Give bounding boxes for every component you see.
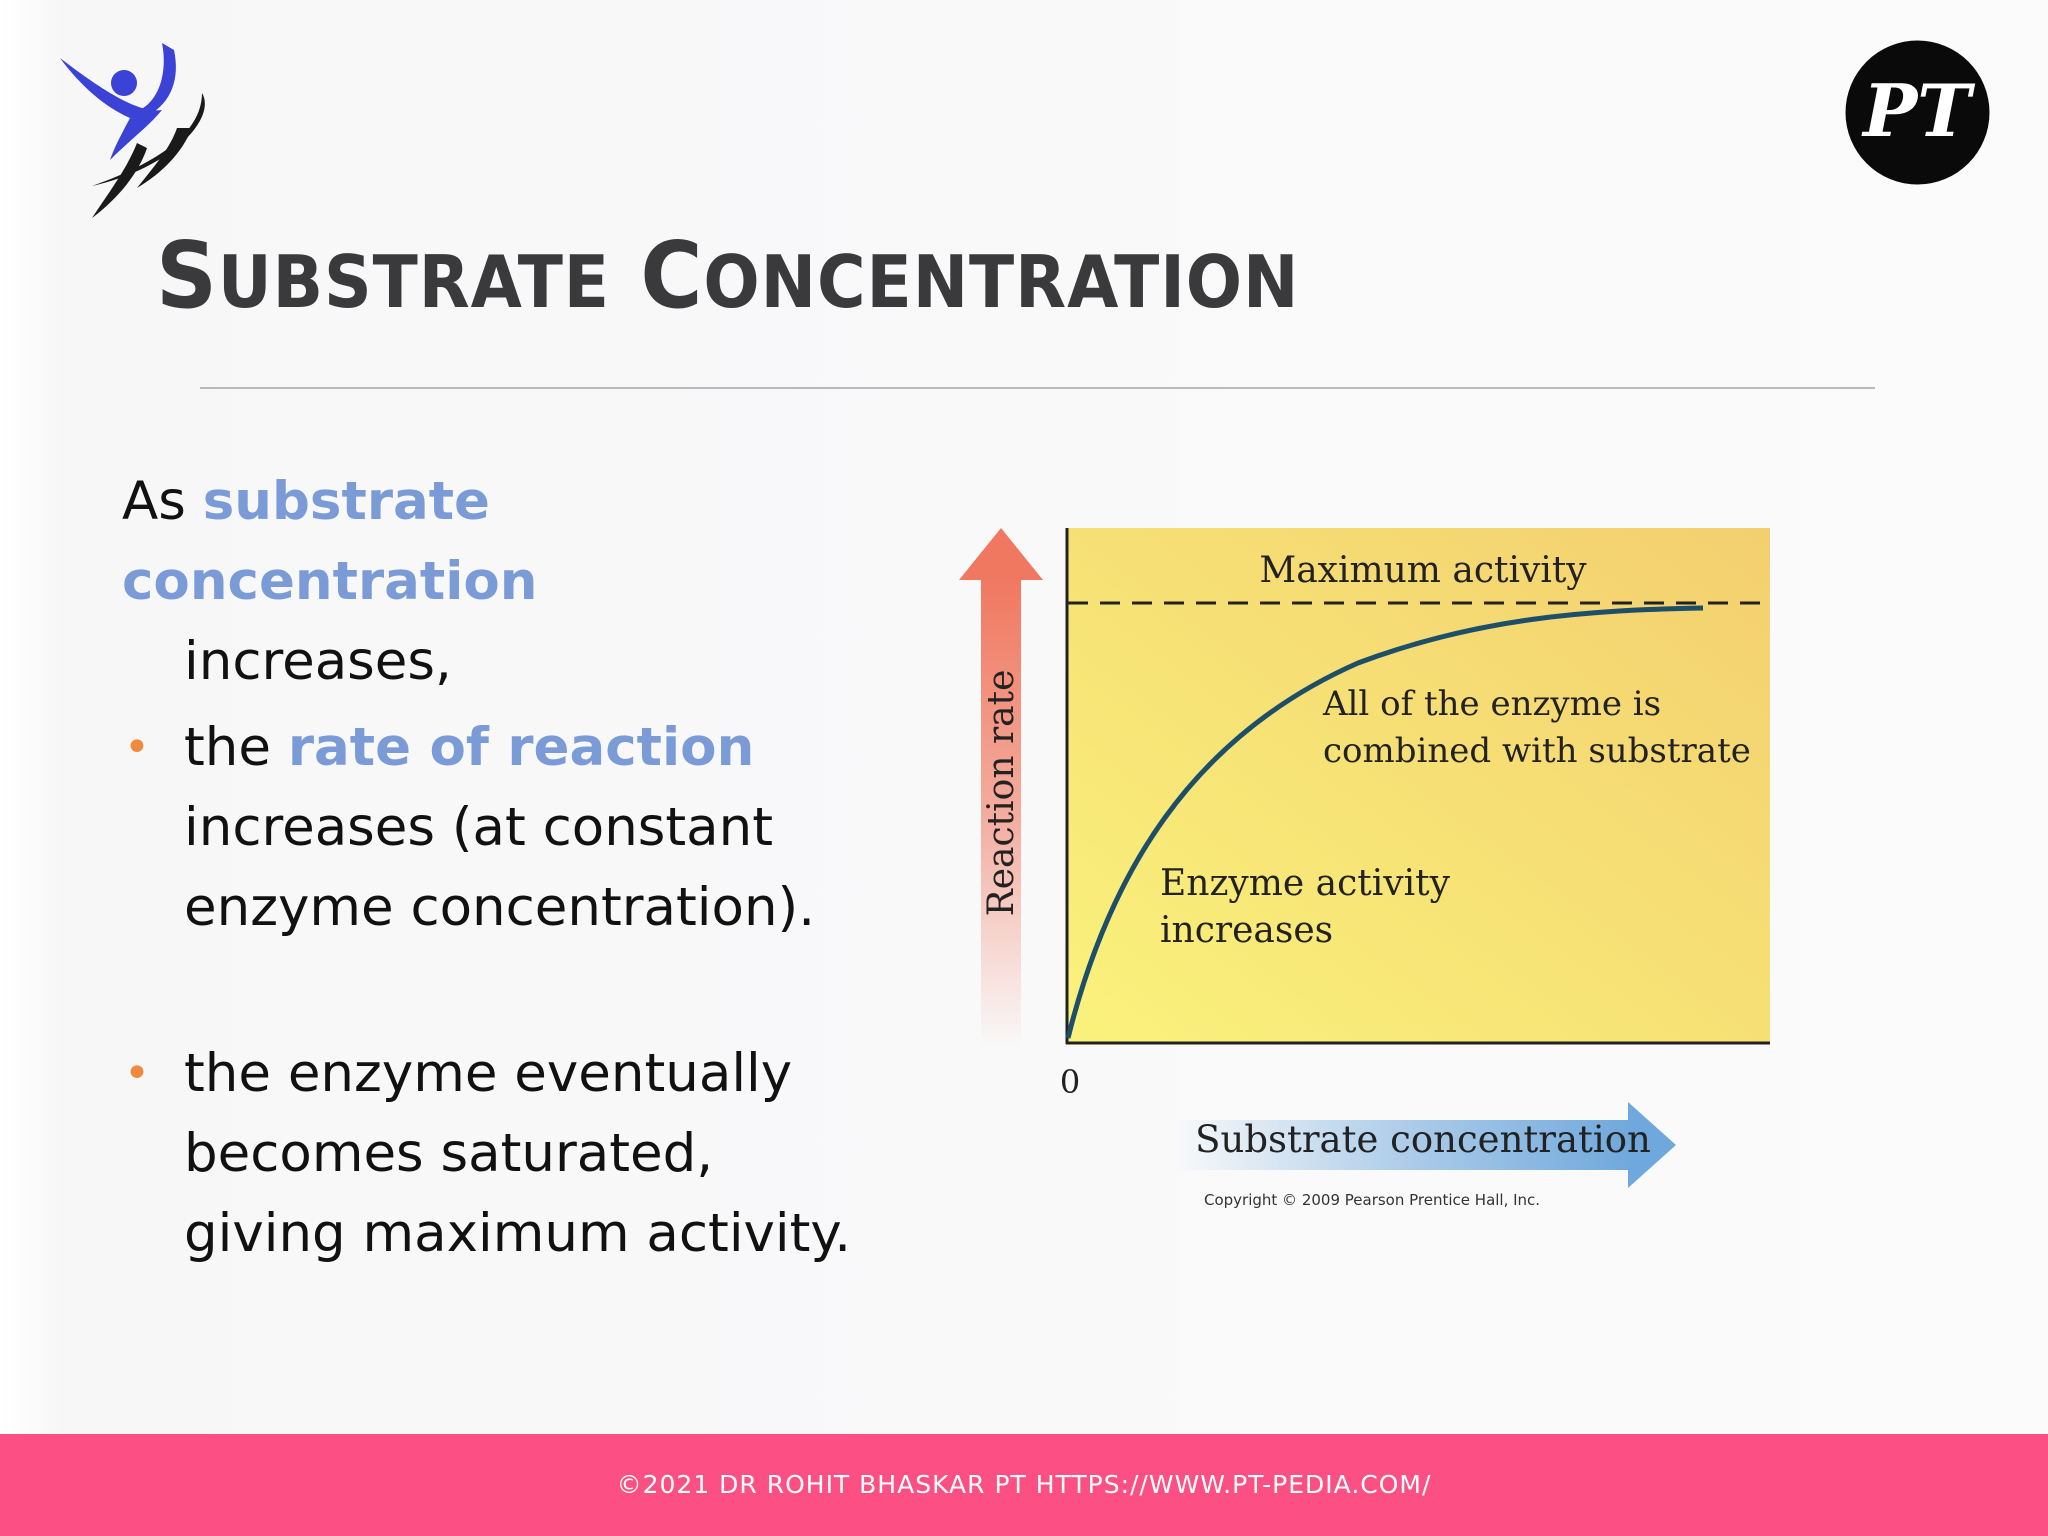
max-activity-label: Maximum activity xyxy=(1259,550,1587,591)
body-line-3: increases, xyxy=(184,631,452,692)
highlight-rate-of-reaction: rate of reaction xyxy=(287,717,755,778)
y-axis-label: Reaction rate xyxy=(981,669,1022,917)
pt-logo-text: PT xyxy=(1863,68,1971,153)
title-divider xyxy=(200,387,1875,389)
origin-label: 0 xyxy=(1059,1063,1081,1101)
figure-copyright: Copyright © 2009 Pearson Prentice Hall, Inc. xyxy=(1204,1191,1541,1209)
bullet-dot: • xyxy=(124,1048,150,1099)
annotation-lower-line-1: Enzyme activity xyxy=(1160,863,1450,904)
highlight-substrate: substrate xyxy=(202,471,491,532)
pt-logo-icon xyxy=(1845,40,1990,185)
body-line-1: As substrate xyxy=(122,471,491,532)
highlight-concentration: concentration xyxy=(122,551,538,612)
plot-area xyxy=(1068,528,1770,1043)
bullet-item-1: • the rate of reaction increases (at constant enzyme concentration). xyxy=(122,708,942,948)
annotation-upper-line-1: All of the enzyme is xyxy=(1323,684,1662,724)
dancer-logo-icon xyxy=(52,38,212,223)
bullet-dot: • xyxy=(124,722,150,773)
footer-text: ©2021 DR ROHIT BHASKAR PT HTTPS://WWW.PT-PEDIA.COM/ xyxy=(616,1470,1432,1499)
page-title: SUBSTRATE CONCENTRATION xyxy=(156,222,1300,329)
bullet-item-2: • the enzyme eventually becomes saturated, giving maximum activity. xyxy=(122,1034,942,1274)
x-axis-label: Substrate concentration xyxy=(1195,1118,1651,1161)
annotation-lower-line-2: increases xyxy=(1160,910,1334,951)
annotation-upper-line-2: combined with substrate xyxy=(1323,731,1751,771)
enzyme-activity-figure xyxy=(958,518,1778,1218)
body-text xyxy=(122,462,942,1274)
body-line-2 xyxy=(122,542,942,622)
